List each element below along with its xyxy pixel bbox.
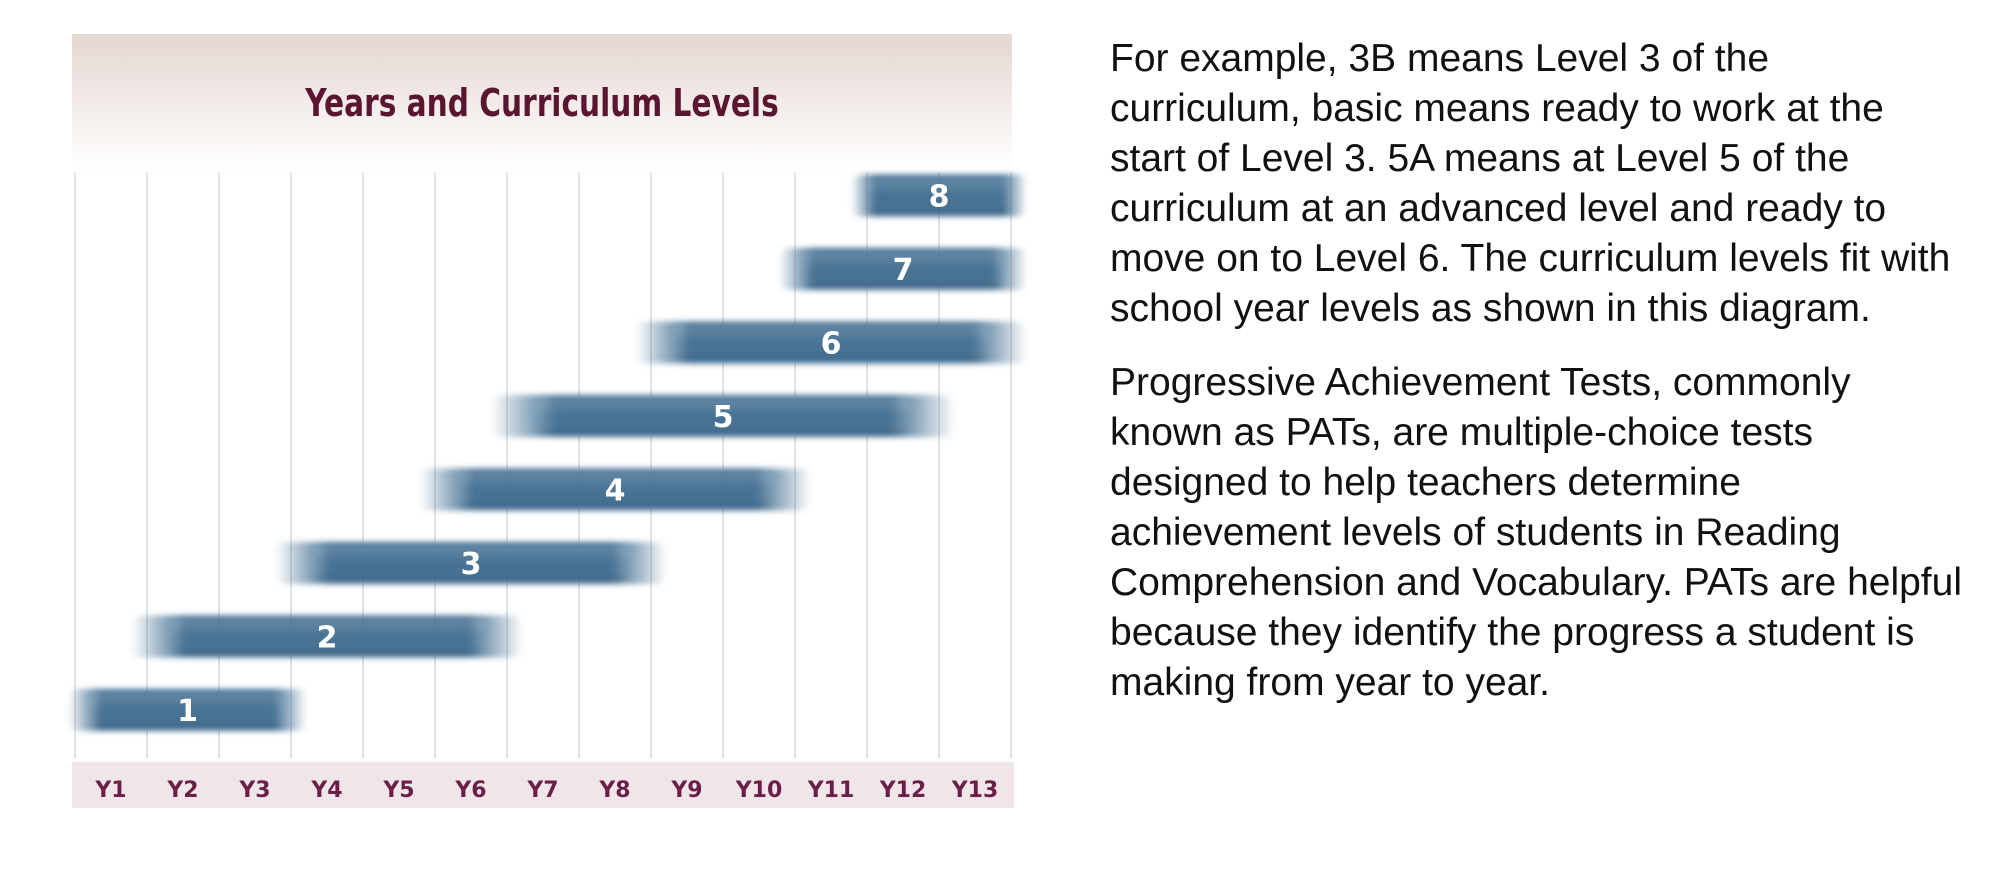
year-label-y13: Y13 — [951, 778, 999, 803]
level-3-group — [275, 542, 667, 584]
year-label-y4: Y4 — [311, 778, 343, 803]
level-2-label: 2 — [316, 620, 338, 656]
level-4-group — [419, 469, 811, 511]
year-label-y8: Y8 — [599, 778, 631, 803]
level-1-label: 1 — [177, 694, 198, 729]
level-bars — [68, 175, 1027, 732]
year-axis — [72, 762, 1014, 808]
level-7-label: 7 — [892, 253, 914, 288]
paragraph-curriculum-levels: For example, 3B means Level 3 of the curriculum, basic means ready to work at the start of Level 3. 5A means at Level 5 of the curriculum at an advanced level and ready to move on to Level 6. The curriculum levels fit with school year levels as shown in this diagram. — [1110, 37, 1951, 330]
year-label-y1: Y1 — [95, 778, 127, 803]
level-6-label: 6 — [820, 326, 842, 362]
level-4-label: 4 — [604, 473, 626, 509]
level-7-group — [779, 248, 1027, 290]
year-label-y11: Y11 — [807, 778, 855, 803]
level-5-label: 5 — [712, 400, 734, 435]
level-3-label: 3 — [460, 547, 482, 582]
year-label-y6: Y6 — [455, 778, 487, 803]
level-5-group — [491, 395, 955, 437]
level-2-group — [131, 616, 523, 658]
diagram-title: Years and Curriculum Levels — [305, 81, 779, 127]
year-label-y5: Y5 — [383, 778, 415, 803]
year-label-y10: Y10 — [735, 778, 783, 803]
level-1-group — [68, 689, 307, 731]
year-label-y12: Y12 — [879, 778, 927, 803]
year-label-y3: Y3 — [239, 778, 271, 803]
year-label-y7: Y7 — [527, 778, 559, 803]
level-8-label: 8 — [928, 179, 950, 215]
year-label-y2: Y2 — [167, 778, 199, 803]
explanation-text — [1110, 34, 1970, 732]
paragraph-pats: Progressive Achievement Tests, commonly known as PATs, are multiple-choice tests designed to help teachers determine achievement levels of students in Reading Comprehension and Vocabulary. PATs are helpful because they identify the progress a student is making from year to year. — [1110, 361, 1963, 704]
year-label-y9: Y9 — [671, 778, 703, 803]
level-6-group — [635, 322, 1027, 364]
level-8-group — [851, 175, 1027, 217]
